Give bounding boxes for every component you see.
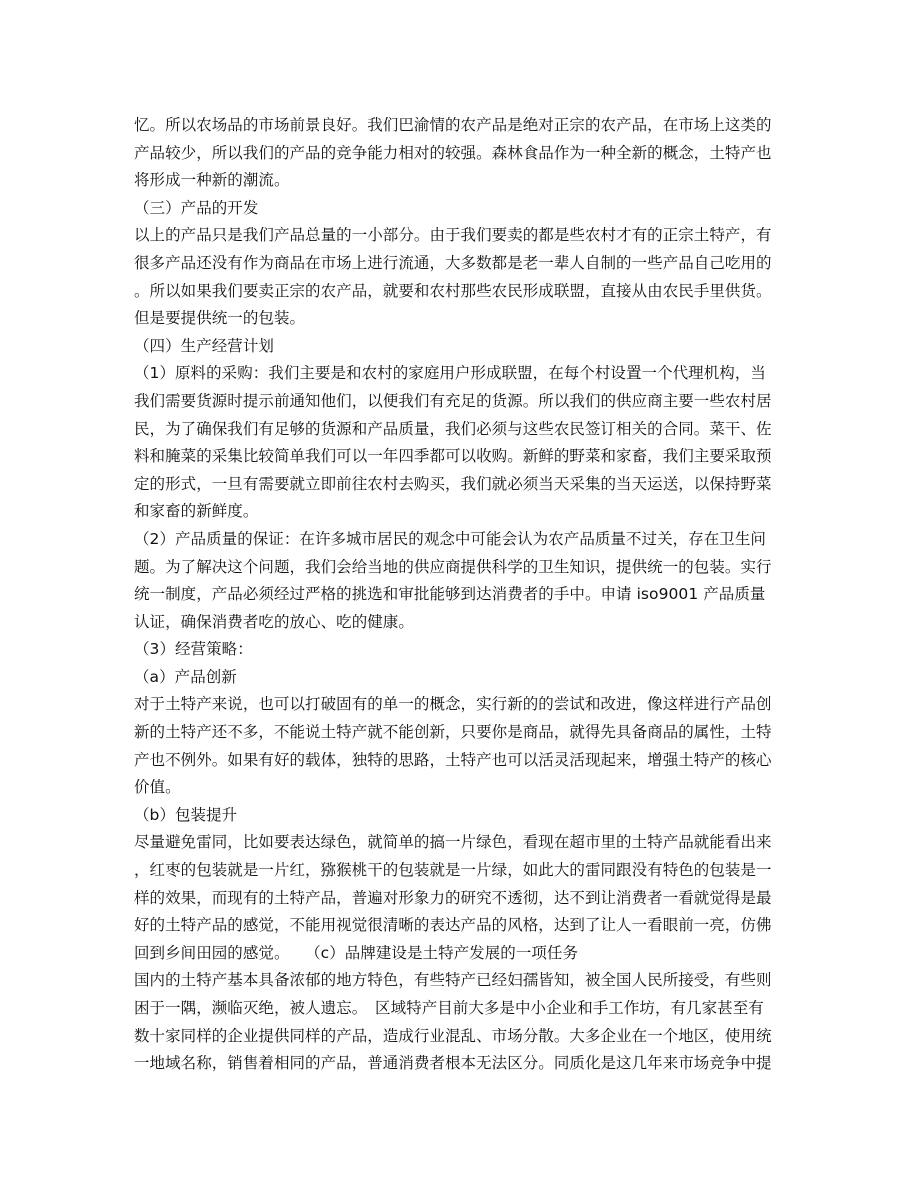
text-line: 题。为了解决这个问题，我们会给当地的供应商提供科学的卫生知识，提供统一的包装。实行 [134,557,772,576]
text-line: 数十家同样的企业提供同样的产品，造成行业混乱、市场分散。大多企业在一个地区，使用统 [134,1026,772,1045]
text-line: 很多产品还没有作为商品在市场上进行流通，大多数都是老一辈人自制的一些产品自己吃用的 [134,253,772,272]
text-line: 对于土特产来说，也可以打破固有的单一的概念，实行新的的尝试和改进，像这样进行产品创 [134,695,772,714]
text-line: 产品较少，所以我们的产品的竞争能力相对的较强。森林食品作为一种全新的概念，土特产也 [134,143,772,162]
text-line: ，红枣的包装就是一片红，猕猴桃干的包装就是一片绿，如此大的雷同跟没有特色的包装是一 [134,861,772,880]
section-heading: （三）产品的开发 [134,198,259,217]
text-line: 和家畜的新鲜度。 [134,502,259,521]
text-line: 以上的产品只是我们产品总量的一小部分。由于我们要卖的都是些农村才有的正宗土特产，有 [134,226,772,245]
text-line: 回到乡间田园的感觉。 （c）品牌建设是土特产发展的一项任务 [134,943,579,962]
text-line: 将形成一种新的潮流。 [134,171,290,190]
text-line: 价值。 [134,778,181,797]
text-line: 但是要提供统一的包装。 [134,309,306,328]
text-line: 料和腌菜的采集比较简单我们可以一年四季都可以收购。新鲜的野菜和家畜，我们主要采取预 [134,447,772,466]
subsection-heading: （b）包装提升 [134,805,238,824]
text-line: 样的效果，而现有的土特产品，普遍对形象力的研究不透彻，达不到让消费者一看就觉得是最 [134,888,772,907]
text-line: （1）原料的采购：我们主要是和农村的家庭用户形成联盟，在每个村设置一个代理机构，当 [134,364,766,383]
document-body [134,112,794,1078]
subsection-heading: （3）经营策略： [134,640,253,659]
text-line: 我们需要货源时提示前通知他们，以便我们有充足的货源。所以我们的供应商主要一些农村居 [134,391,772,410]
text-line: 一地域名称，销售着相同的产品，普通消费者根本无法区分。同质化是这几年来市场竞争中提 [134,1054,772,1073]
text-line: 新的土特产还不多，不能说土特产就不能创新，只要你是商品，就得先具备商品的属性，土特 [134,723,772,742]
subsection-heading: （a）产品创新 [134,667,237,686]
section-heading: （四）生产经营计划 [134,336,274,355]
text-line: 国内的土特产基本具备浓郁的地方特色，有些特产已经妇孺皆知，被全国人民所接受，有些则 [134,971,772,990]
text-line: 统一制度，产品必须经过严格的挑选和审批能够到达消费者的手中。申请 iso9001 产品质量 [134,585,766,604]
text-line: 忆。所以农场品的市场前景良好。我们巴渝情的农产品是绝对正宗的农产品，在市场上这类的 [134,116,772,134]
text-line: 民，为了确保我们有足够的货源和产品质量，我们必须与这些农民签订相关的合同。菜干、佐 [134,419,772,438]
text-line: 产也不例外。如果有好的载体，独特的思路，土特产也可以活灵活现起来，增强土特产的核心 [134,750,772,769]
text-line: 好的土特产品的感觉，不能用视觉很清晰的表达产品的风格，达到了让人一看眼前一亮，仿佛 [134,916,772,935]
text-line: 困于一隅，濒临灭绝，被人遗忘。 区域特产目前大多是中小企业和手工作坊，有几家甚至有 [134,999,764,1017]
text-line: （2）产品质量的保证：在许多城市居民的观念中可能会认为农产品质量不过关，存在卫生问 [134,529,766,548]
text-line: 。所以如果我们要卖正宗的农产品，就要和农村那些农民形成联盟，直接从由农民手里供货。 [134,281,772,300]
text-line: 定的形式，一旦有需要就立即前往农村去购买，我们就必须当天采集的当天运送，以保持野菜 [134,474,772,493]
text-line: 尽量避免雷同，比如要表达绿色，就简单的搞一片绿色，看现在超市里的土特产品就能看出来 [134,833,772,852]
text-line: 认证，确保消费者吃的放心、吃的健康。 [134,612,414,631]
